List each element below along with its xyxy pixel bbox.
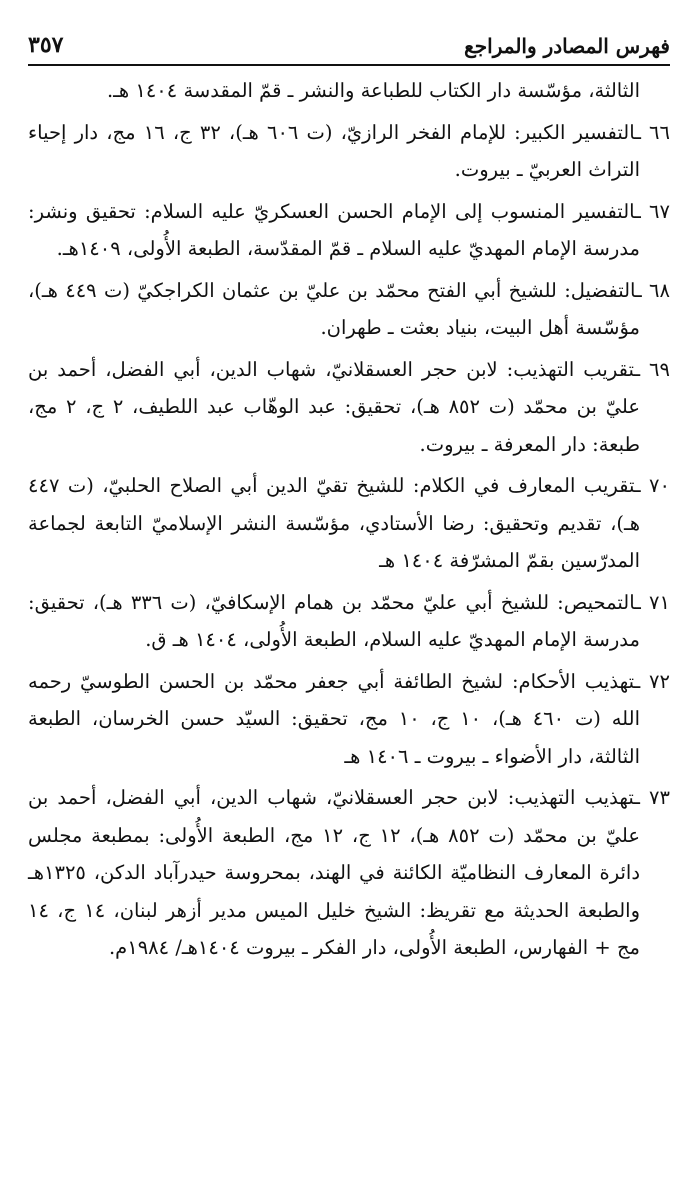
entry-number: ٦٧ ـ: [635, 199, 670, 223]
entry-number: ٧١ ـ: [635, 590, 670, 614]
entry-text: التفسير الكبير: للإمام الفخر الرازيّ، (ت ٦٠٦ هـ)، ٣٢ ج، ١٦ مج، دار إحياء التراث العربيّ ـ بيروت.: [28, 120, 640, 181]
page-header: [28, 18, 670, 66]
entry-text: تهذيب الأحكام: لشيخ الطائفة أبي جعفر محمّد بن الحسن الطوسيّ رحمه الله (ت ٤٦٠ هـ)، ١٠ ج، ١٠ مج، تحقيق: السيّد حسن الخرسان، الطبعة الثالثة، دار الأضواء ـ بيروت ـ ١٤٠٦ هـ: [28, 669, 641, 768]
bibliography-list: [28, 72, 670, 971]
entry-text: التفسير المنسوب إلى الإمام الحسن العسكريّ عليه السلام: تحقيق ونشر: مدرسة الإمام المهديّ عليه السلام ـ قمّ المقدّسة، الطبعة الأُولى، ١٤٠٩هـ.: [28, 199, 640, 260]
entry-text: الثالثة، مؤسّسة دار الكتاب للطباعة والنشر ـ قمّ المقدسة ١٤٠٤ هـ.: [106, 79, 640, 102]
bibliography-entry-73: [28, 779, 670, 967]
bibliography-entry-69: [28, 351, 670, 464]
running-title: فهرس المصادر والمراجع: [464, 34, 670, 58]
entry-text: التمحيص: للشيخ أبي عليّ محمّد بن همام الإسكافيّ، (ت ٣٣٦ هـ)، تحقيق: مدرسة الإمام المهديّ عليه السلام، الطبعة الأُولى، ١٤٠٤ هـ ق.: [28, 590, 640, 651]
bibliography-entry-66: [28, 114, 670, 189]
bibliography-entry-70: [28, 467, 670, 580]
page-number: ٣٥٧: [28, 32, 64, 58]
entry-text: التفضيل: للشيخ أبي الفتح محمّد بن عليّ بن عثمان الكراجكيّ (ت ٤٤٩ هـ)، مؤسّسة أهل البيت، بنياد بعثت ـ طهران.: [28, 278, 640, 339]
entry-number: ٦٩ ـ: [634, 357, 670, 381]
bibliography-entry-71: [28, 584, 670, 659]
bibliography-entry-67: [28, 193, 670, 268]
entry-number: ٧٣ ـ: [634, 786, 670, 809]
entry-number: ٦٨ ـ: [635, 278, 670, 302]
bibliography-entry-68: [28, 272, 670, 347]
entry-number: ٦٦ ـ: [635, 120, 670, 144]
entry-text: تقريب المعارف في الكلام: للشيخ تقيّ الدين أبي الصلاح الحلبيّ، (ت ٤٤٧ هـ)، تقديم وتحقيق: رضا الأستادي، مؤسّسة النشر الإسلاميّ التابعة لجماعة المدرّسين بقمّ المشرّفة ١٤٠٤ هـ: [28, 474, 640, 572]
entry-number: ٧٢ ـ: [634, 669, 670, 693]
entry-number: ٧٠ ـ: [634, 474, 670, 497]
entry-text: تقريب التهذيب: لابن حجر العسقلانيّ، شهاب الدين، أبي الفضل، أحمد بن عليّ بن محمّد (ت ٨٥٢ هـ)، تحقيق: عبد الوهّاب عبد اللطيف، ٢ ج، ٢ مج، طبعة: دار المعرفة ـ بيروت.: [28, 357, 640, 456]
entry-text: تهذيب التهذيب: لابن حجر العسقلانيّ، شهاب الدين، أبي الفضل، أحمد بن عليّ بن محمّد (ت ٨٥٢ هـ)، ١٢ ج، ١٢ مج، الطبعة الأُولى: بمطبعة مجلس دائرة المعارف النظاميّة الكائنة في الهند، بمحروسة حيدرآباد الدكن، ١٣٢٥هـ والطبعة الحديثة مع تقريظ: الشيخ خليل الميس مدير أزهر لبنان، ١٤ ج، ١٤ مج + الفهارس، الطبعة الأُولى، دار الفكر ـ بيروت ١٤٠٤هـ/ ١٩٨٤م.: [28, 786, 640, 959]
entry-continuation: [28, 72, 670, 110]
bibliography-entry-72: [28, 663, 670, 776]
